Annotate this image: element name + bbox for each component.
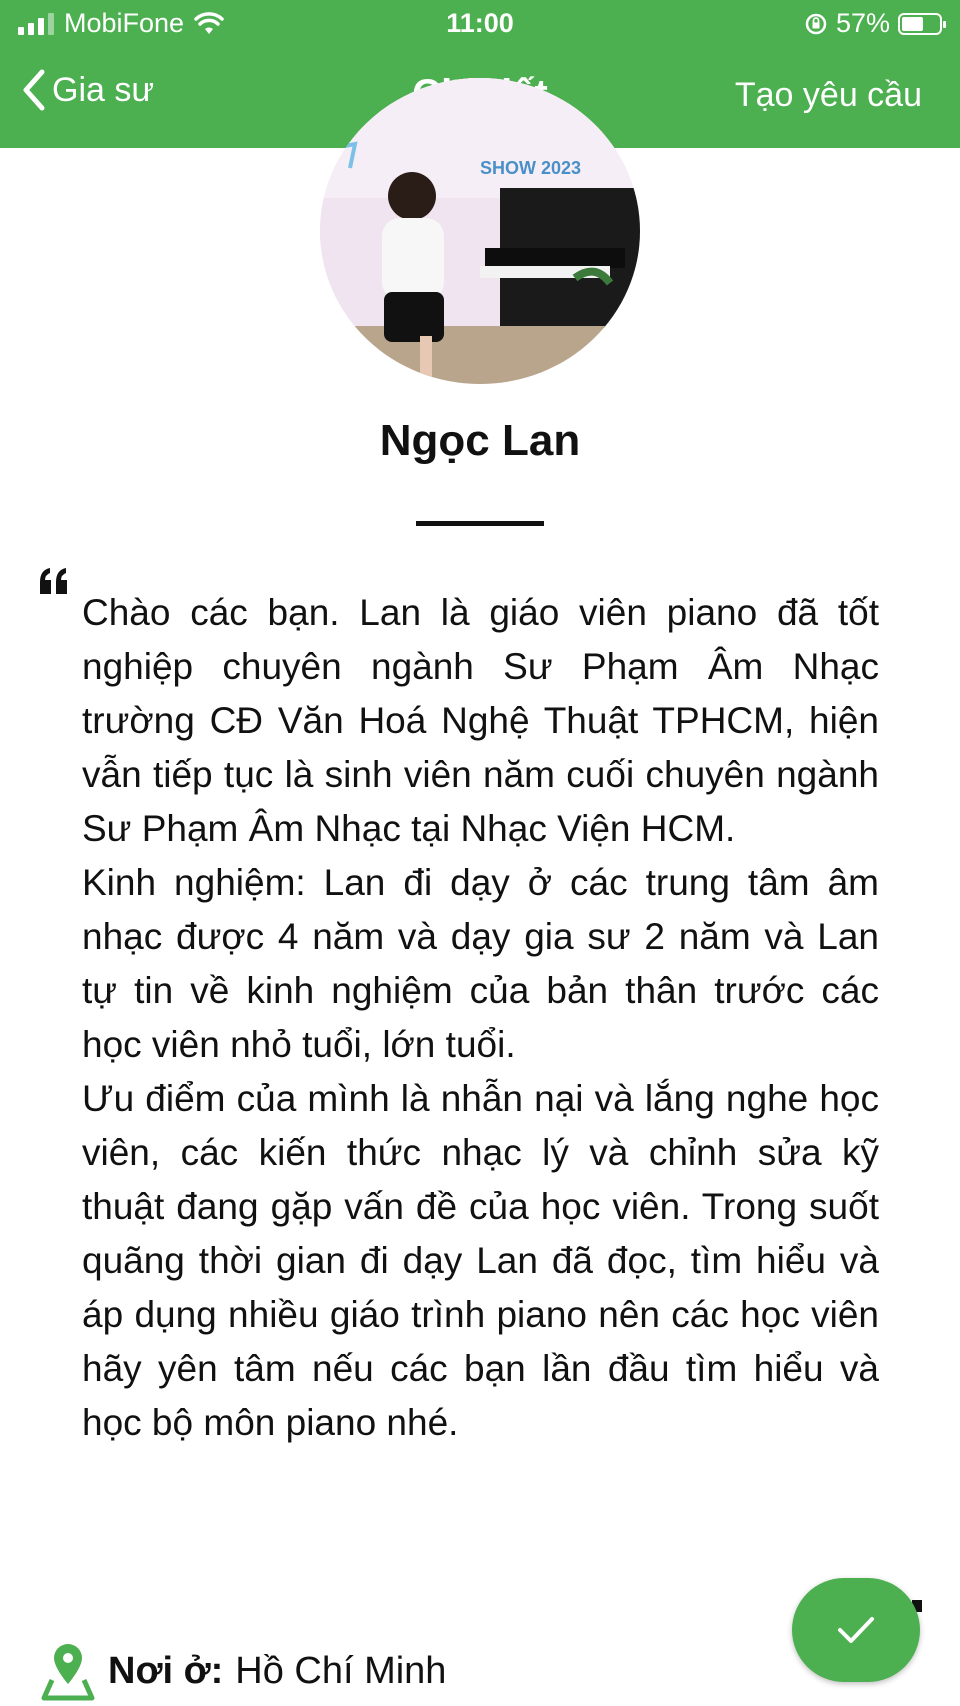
avatar-caption: SHOW 2023 [480, 158, 582, 178]
location-pin-icon [40, 1640, 96, 1702]
battery-percent: 57% [835, 8, 890, 38]
carrier-label: MobiFone [64, 8, 185, 38]
back-label: Gia sư [52, 70, 155, 109]
tutor-bio [82, 586, 879, 1450]
status-bar [0, 0, 960, 48]
quote-icon [38, 566, 70, 596]
location-label: Nơi ở: [108, 1649, 224, 1692]
confirm-button[interactable] [792, 1578, 920, 1682]
avatar-photo [320, 78, 640, 384]
location-value: Hồ Chí Minh [235, 1649, 447, 1692]
bio-paragraph: Chào các bạn. Lan là giáo viên piano đã tốt nghiệp chuyên ngành Sư Phạm Âm Nhạc trường CĐ Văn Hoá Nghệ Thuật TPHCM, hiện vẫn tiếp tục là sinh viên năm cuối chuyên ngành Sư Phạm Âm Nhạc tại Nhạc Viện HCM. [82, 592, 879, 849]
tutor-name: Ngọc Lan [379, 416, 581, 465]
check-icon [836, 1614, 876, 1646]
bio-paragraph: Ưu điểm của mình là nhẫn nại và lắng nghe học viên, các kiến thức nhạc lý và chỉnh sửa kỹ thuật đang gặp vấn đề của học viên. Trong suốt quãng thời gian đi dạy Lan đã đọc, tìm hiểu và áp dụng nhiều giáo trình piano nên các học viên hãy yên tâm nếu các bạn lần đầu tìm hiểu và học bộ môn piano nhé. [82, 1078, 879, 1443]
status-right [804, 8, 942, 39]
back-button[interactable] [20, 68, 154, 112]
avatar [320, 78, 640, 384]
create-request-button[interactable]: Tạo yêu cầu [734, 76, 922, 114]
name-divider [416, 521, 544, 526]
bio-paragraph: Kinh nghiệm: Lan đi dạy ở các trung tâm âm nhạc được 4 năm và dạy gia sư 2 năm và Lan tự tin về kinh nghiệm của bản thân trước các học viên nhỏ tuổi, lớn tuổi. [82, 862, 879, 1065]
orientation-lock-icon [804, 12, 828, 36]
status-time: 11:00 [446, 8, 514, 38]
battery-icon [898, 13, 942, 35]
chevron-left-icon [20, 68, 48, 112]
location-row [40, 1640, 446, 1702]
